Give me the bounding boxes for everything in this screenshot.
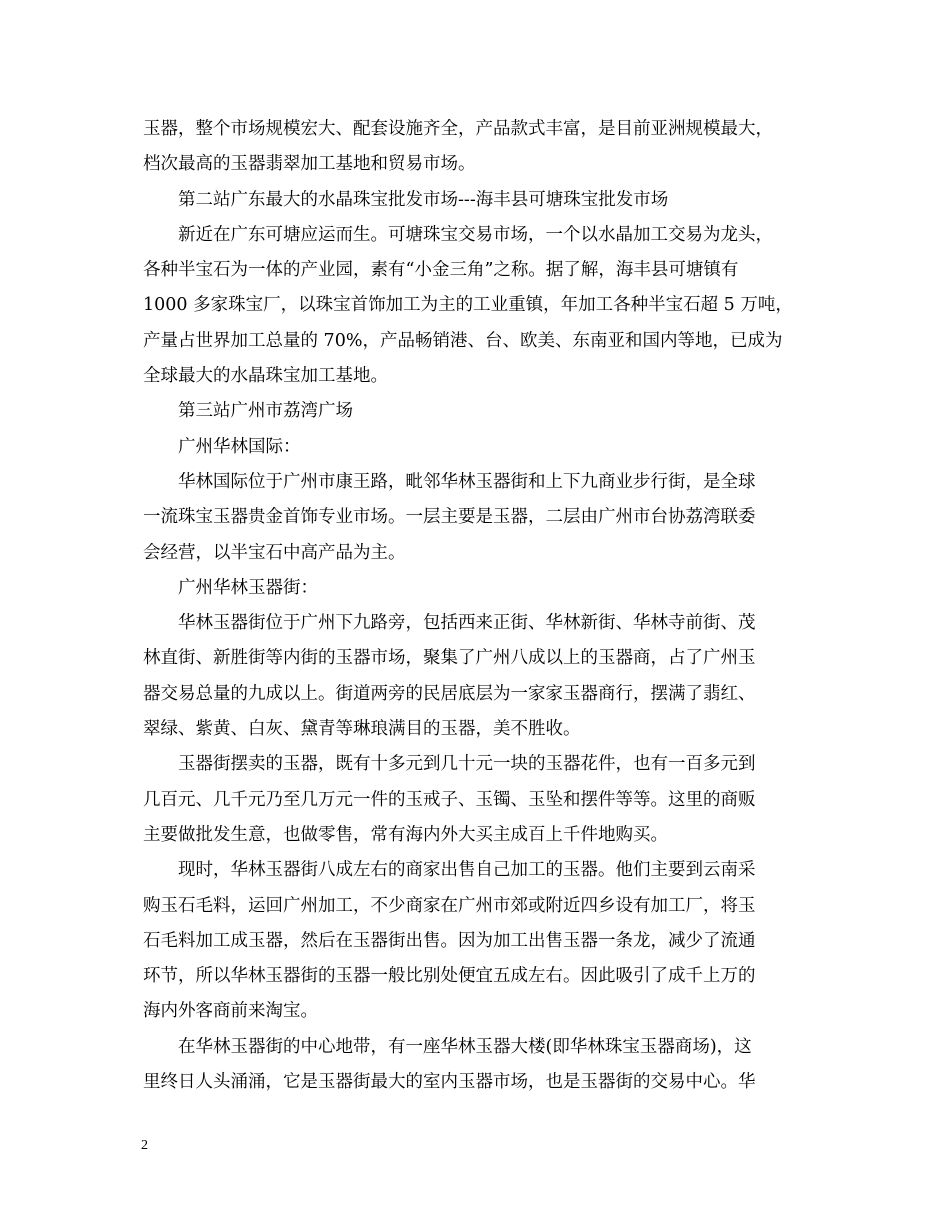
- text-line: 器交易总量的九成以上。街道两旁的民居底层为一家家玉器商行，摆满了翡红、: [143, 683, 756, 704]
- text-line: 各种半宝石为一体的产业园，素有“小金三角”之称。据了解，海丰县可塘镇有: [143, 260, 739, 281]
- text-line: 林直街、新胜街等内街的玉器市场，聚集了广州八成以上的玉器商，占了广州玉: [143, 648, 756, 669]
- text-line: 产量占世界加工总量的 70%，产品畅销港、台、欧美、东南亚和国内等地，已成为: [143, 330, 783, 351]
- text-line: 全球最大的水晶珠宝加工基地。: [143, 366, 388, 387]
- text-line: 玉器街摆卖的玉器，既有十多元到几十元一块的玉器花件，也有一百多元到: [178, 754, 756, 775]
- text-line: 广州华林国际：: [178, 436, 301, 457]
- body-text: [143, 112, 823, 1100]
- text-line: 会经营，以半宝石中高产品为主。: [143, 542, 406, 563]
- text-line: 几百元、几千元乃至几万元一件的玉戒子、玉镯、玉坠和摆件等等。这里的商贩: [143, 789, 756, 810]
- text-line: 华林国际位于广州市康王路，毗邻华林玉器街和上下九商业步行街，是全球: [178, 471, 756, 492]
- text-line: 第二站广东最大的水晶珠宝批发市场---海丰县可塘珠宝批发市场: [178, 189, 669, 210]
- text-line: 广州华林玉器街：: [178, 577, 318, 598]
- text-line: 购玉石毛料，运回广州加工，不少商家在广州市郊或附近四乡设有加工厂，将玉: [143, 895, 756, 916]
- text-line: 主要做批发生意，也做零售，常有海内外大买主成百上千件地购买。: [143, 824, 668, 845]
- text-line: 1000 多家珠宝厂，以珠宝首饰加工为主的工业重镇，年加工各种半宝石超 5 万吨，: [143, 295, 793, 316]
- text-line: 环节，所以华林玉器街的玉器一般比别处便宜五成左右。因此吸引了成千上万的: [143, 966, 756, 987]
- text-line: 第三站广州市荔湾广场: [178, 401, 353, 422]
- text-line: 现时，华林玉器街八成左右的商家出售自己加工的玉器。他们主要到云南采: [178, 860, 756, 881]
- page-number: 2: [141, 1138, 148, 1153]
- text-line: 里终日人头涌涌，它是玉器街最大的室内玉器市场，也是玉器街的交易中心。华: [143, 1072, 756, 1093]
- text-line: 档次最高的玉器翡翠加工基地和贸易市场。: [143, 154, 476, 175]
- text-line: 新近在广东可塘应运而生。可塘珠宝交易市场，一个以水晶加工交易为龙头，: [178, 224, 773, 245]
- text-line: 玉器，整个市场规模宏大、配套设施齐全，产品款式丰富，是目前亚洲规模最大，: [143, 119, 773, 139]
- text-line: 华林玉器街位于广州下九路旁，包括西来正街、华林新街、华林寺前街、茂: [178, 613, 756, 634]
- text-line: 石毛料加工成玉器，然后在玉器街出售。因为加工出售玉器一条龙，减少了流通: [143, 930, 756, 951]
- text-line: 在华林玉器街的中心地带，有一座华林玉器大楼(即华林珠宝玉器商场)，这: [178, 1036, 752, 1057]
- text-line: 海内外客商前来淘宝。: [143, 1001, 318, 1022]
- text-line: 一流珠宝玉器贵金首饰专业市场。一层主要是玉器，二层由广州市台协荔湾联委: [143, 507, 756, 528]
- text-line: 翠绿、紫黄、白灰、黛青等琳琅满目的玉器，美不胜收。: [143, 719, 581, 740]
